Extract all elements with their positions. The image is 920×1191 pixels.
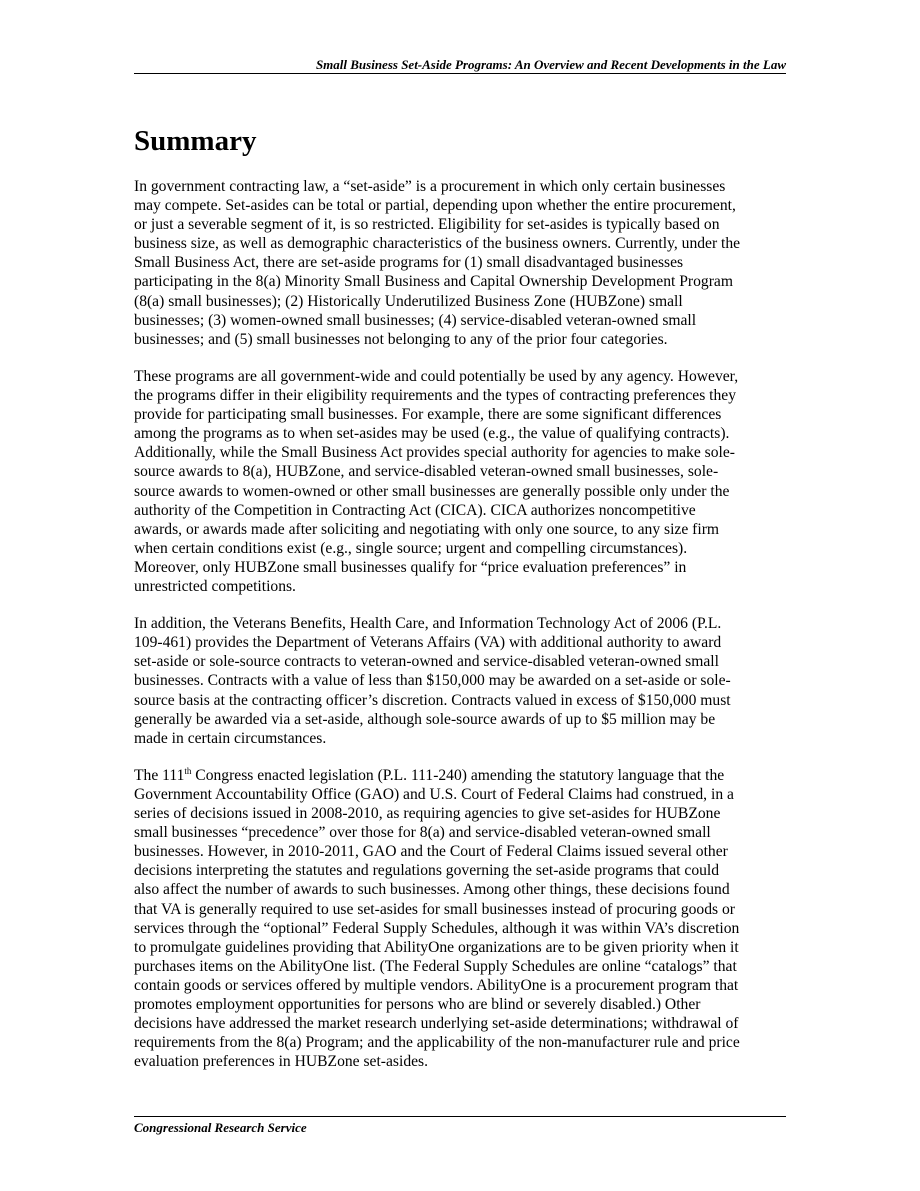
text-line: Government Accountability Office (GAO) and U.S. Court of Federal Claims had construed, in a <box>134 786 734 803</box>
paragraph-1 <box>134 177 786 349</box>
text-fragment: Congress enacted legislation (P.L. 111-240) amending the statutory language that the <box>191 766 725 784</box>
text-line <box>134 766 786 785</box>
footer-rule <box>134 1116 786 1117</box>
paragraph-2 <box>134 367 786 596</box>
text-line: made in certain circumstances. <box>134 729 327 747</box>
text-line: 109-461) provides the Department of Veterans Affairs (VA) with additional authority to award <box>134 634 722 652</box>
text-line: among the programs as to when set-asides may be used (e.g., the value of qualifying contracts). <box>134 425 730 443</box>
text-line: promotes employment opportunities for persons who are blind or severely disabled.) Other <box>134 996 701 1014</box>
text-line: purchases items on the AbilityOne list. (The Federal Supply Schedules are online “catalogs” that <box>134 957 737 975</box>
text-line: contain goods or services offered by multiple vendors. AbilityOne is a procurement program that <box>134 976 739 994</box>
text-line: services through the “optional” Federal Supply Schedules, although it was within VA’s discretion <box>134 919 740 937</box>
text-line: the programs differ in their eligibility requirements and the types of contracting preferences they <box>134 387 737 405</box>
text-line: evaluation preferences in HUBZone set-asides. <box>134 1053 429 1071</box>
paragraph-4 <box>134 766 786 1072</box>
text-line: In addition, the Veterans Benefits, Health Care, and Information Technology Act of 2006 (P.L. <box>134 615 722 633</box>
text-line: series of decisions issued in 2008-2010, as requiring agencies to give set-asides for HUBZone <box>134 805 721 823</box>
page-title: Summary <box>134 125 257 157</box>
text-line: (8(a) small businesses); (2) Historically Underutilized Business Zone (HUBZone) small <box>134 292 683 310</box>
text-line: small businesses “precedence” over those for 8(a) and service-disabled veteran-owned small <box>134 824 711 842</box>
text-line: to promulgate guidelines providing that AbilityOne organizations are to be given priority when it <box>134 938 739 956</box>
text-line: requirements from the 8(a) Program; and the applicability of the non-manufacturer rule and price <box>134 1034 740 1052</box>
running-header: Small Business Set-Aside Programs: An Overview and Recent Developments in the Law <box>315 57 786 72</box>
text-line: also affect the number of awards to such businesses. Among other things, these decisions found <box>134 881 730 899</box>
text-line: decisions interpreting the statutes and regulations governing the set-aside programs that could <box>134 862 720 880</box>
text-line: These programs are all government-wide and could potentially be used by any agency. However, <box>134 367 739 385</box>
text-line: businesses. However, in 2010-2011, GAO and the Court of Federal Claims issued several other <box>134 843 728 861</box>
text-line: source awards to 8(a), HUBZone, and service-disabled veteran-owned small businesses, sole- <box>134 463 719 481</box>
text-line: authority of the Competition in Contracting Act (CICA). CICA authorizes noncompetitive <box>134 501 696 519</box>
text-line: Small Business Act, there are set-aside programs for (1) small disadvantaged businesses <box>134 254 684 272</box>
text-line: Moreover, only HUBZone small businesses qualify for “price evaluation preferences” in <box>134 558 687 576</box>
text-line: businesses; (3) women-owned small businesses; (4) service-disabled veteran-owned small <box>134 311 697 329</box>
text-line: businesses. Contracts with a value of less than $150,000 may be awarded on a set-aside or sole- <box>134 672 731 690</box>
text-line: source awards to women-owned or other small businesses are generally possible only under the <box>134 482 730 500</box>
text-line: or just a severable segment of it, is so restricted. Eligibility for set-asides is typically based on <box>134 216 720 234</box>
text-line: provide for participating small businesses. For example, there are some significant differences <box>134 406 722 424</box>
running-footer: Congressional Research Service <box>134 1120 307 1135</box>
text-fragment: The 111 <box>134 766 185 784</box>
text-line: generally be awarded via a set-aside, although sole-source awards of up to $5 million may be <box>134 710 716 728</box>
text-line: participating in the 8(a) Minority Small Business and Capital Ownership Development Program <box>134 273 733 291</box>
ordinal-superscript: th <box>184 765 192 776</box>
text-line: source basis at the contracting officer’s discretion. Contracts valued in excess of $150,000 must <box>134 691 731 709</box>
text-line: may compete. Set-asides can be total or partial, depending upon whether the entire procurement, <box>134 197 736 215</box>
text-line: businesses; and (5) small businesses not belonging to any of the prior four categories. <box>134 330 668 348</box>
header-rule <box>134 73 786 74</box>
text-line: decisions have addressed the market research underlying set-aside determinations; withdrawal of <box>134 1015 739 1033</box>
text-line: set-aside or sole-source contracts to veteran-owned and service-disabled veteran-owned small <box>134 653 719 671</box>
text-line: when certain conditions exist (e.g., single source; urgent and compelling circumstances). <box>134 539 688 557</box>
text-line: business size, as well as demographic characteristics of the business owners. Currently, under the <box>134 235 741 253</box>
text-line: that VA is generally required to use set-asides for small businesses instead of procuring goods or <box>134 900 735 918</box>
text-line: awards, or awards made after soliciting and negotiating with only one source, to any size firm <box>134 520 720 538</box>
summary-body <box>134 177 786 1090</box>
text-line: Additionally, while the Small Business Act provides special authority for agencies to make sole- <box>134 444 735 462</box>
text-line: unrestricted competitions. <box>134 577 296 595</box>
paragraph-3 <box>134 614 786 748</box>
text-line: In government contracting law, a “set-aside” is a procurement in which only certain businesses <box>134 178 726 195</box>
